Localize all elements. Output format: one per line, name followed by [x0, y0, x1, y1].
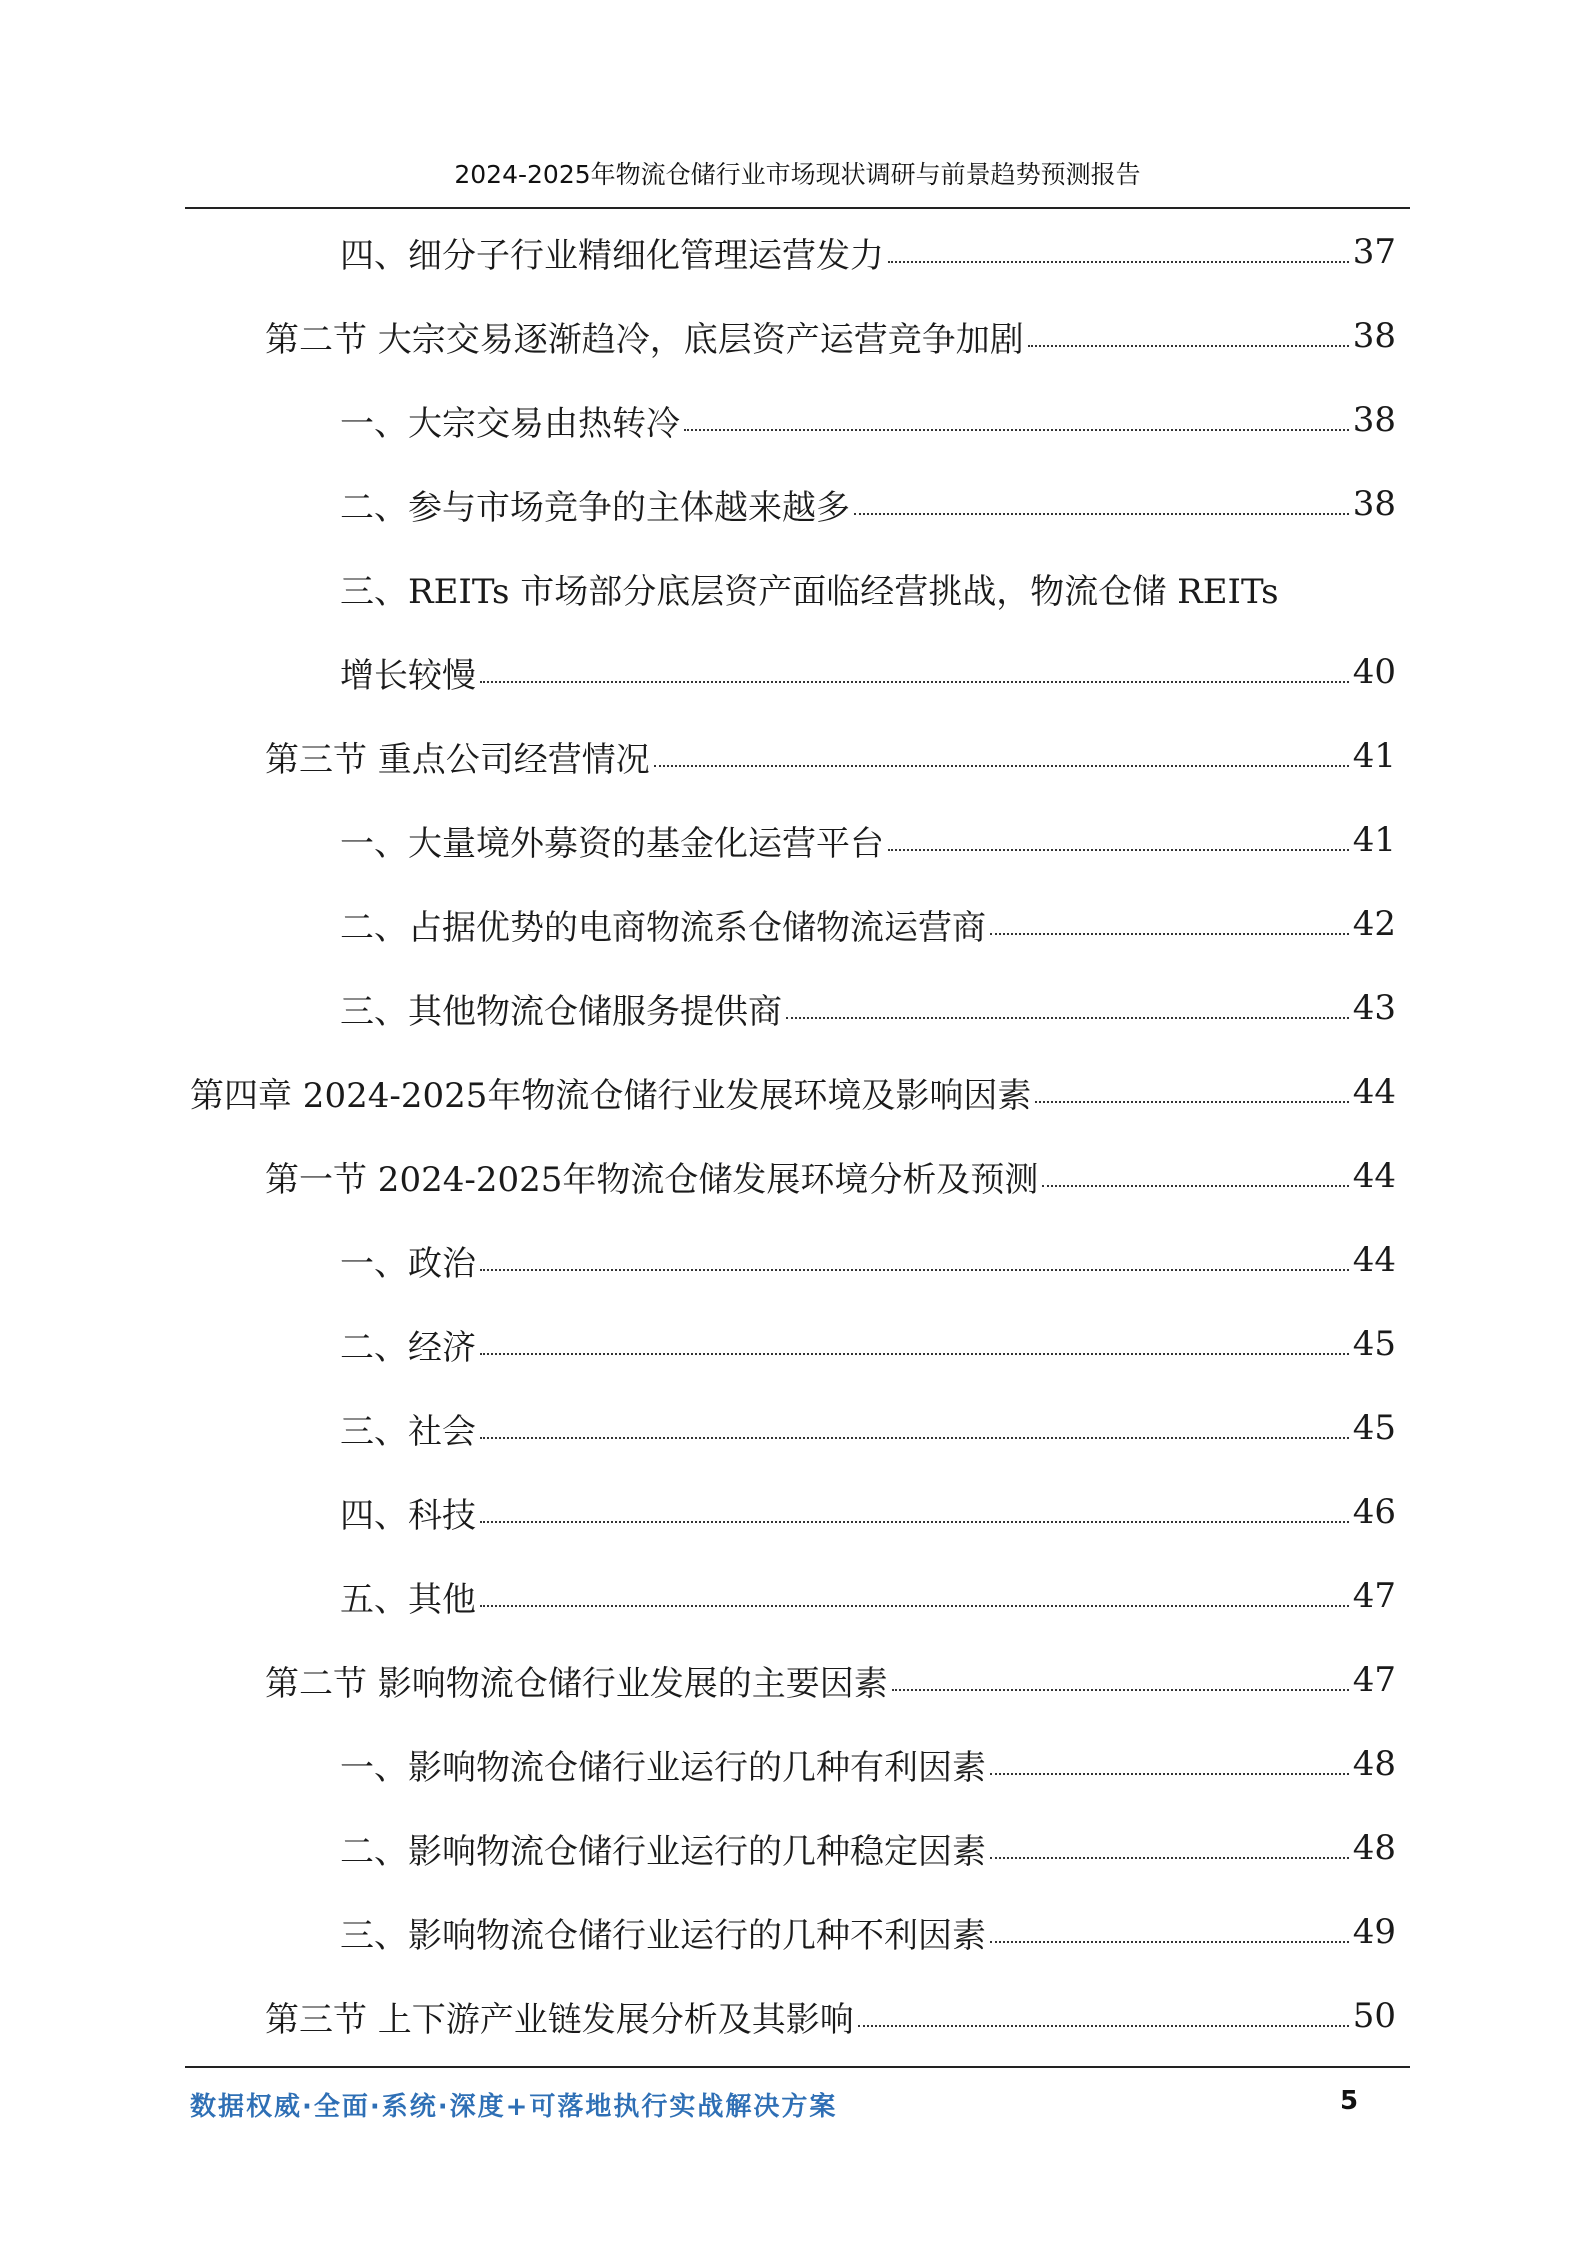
toc-leader — [480, 1435, 1349, 1439]
toc-entry-page: 43 — [1352, 988, 1396, 1028]
toc-entry[interactable] — [340, 1230, 1396, 1290]
toc-entry-title: 第三节 上下游产业链发展分析及其影响 — [265, 1999, 854, 2040]
toc-entry-title: 增长较慢 — [340, 655, 476, 696]
toc-entry[interactable] — [340, 894, 1396, 954]
toc-entry-title: 一、政治 — [340, 1243, 476, 1284]
toc-entry-title: 三、其他物流仓储服务提供商 — [340, 991, 782, 1032]
toc-leader — [480, 679, 1349, 683]
toc-entry[interactable] — [265, 1650, 1396, 1710]
toc-leader — [854, 511, 1349, 515]
toc-entry-page: 45 — [1352, 1324, 1396, 1364]
toc-leader — [654, 763, 1349, 767]
toc-leader — [888, 259, 1349, 263]
toc-entry-title: 二、占据优势的电商物流系仓储物流运营商 — [340, 907, 986, 948]
toc-entry-page: 38 — [1352, 400, 1396, 440]
toc-leader — [1042, 1183, 1348, 1187]
toc-entry[interactable] — [340, 222, 1396, 282]
toc-entry-page: 48 — [1352, 1828, 1396, 1868]
footer-page-number: 5 — [1340, 2086, 1359, 2116]
toc-entry-title: 一、大宗交易由热转冷 — [340, 403, 680, 444]
toc-entry[interactable] — [340, 1902, 1396, 1962]
toc-entry-title: 四、细分子行业精细化管理运营发力 — [340, 235, 884, 276]
toc-entry-title: 一、大量境外募资的基金化运营平台 — [340, 823, 884, 864]
toc-entry[interactable] — [340, 1818, 1396, 1878]
toc-entry-title: 三、影响物流仓储行业运行的几种不利因素 — [340, 1915, 986, 1956]
header-divider — [185, 207, 1410, 209]
toc-leader — [480, 1603, 1349, 1607]
toc-entry-title: 四、科技 — [340, 1495, 476, 1536]
toc-leader — [858, 2023, 1349, 2027]
footer-slogan: 数据权威·全面·系统·深度+可落地执行实战解决方案 — [190, 2092, 838, 2122]
toc-entry-page: 38 — [1352, 316, 1396, 356]
toc-entry[interactable] — [265, 306, 1396, 366]
toc-leader — [990, 931, 1349, 935]
toc-leader — [480, 1519, 1349, 1523]
toc-entry-page: 41 — [1352, 736, 1396, 776]
page-header-title: 2024-2025年物流仓储行业市场现状调研与前景趋势预测报告 — [454, 160, 1141, 189]
toc-entry-title: 第二节 大宗交易逐渐趋冷，底层资产运营竞争加剧 — [265, 319, 1024, 360]
toc-leader — [990, 1939, 1349, 1943]
toc-entry[interactable] — [340, 1734, 1396, 1794]
toc-leader — [480, 1267, 1349, 1271]
toc-entry[interactable] — [265, 1986, 1396, 2046]
toc-entry-title: 一、影响物流仓储行业运行的几种有利因素 — [340, 1747, 986, 1788]
toc-leader — [888, 847, 1349, 851]
toc-leader — [990, 1771, 1349, 1775]
toc-entry-title: 第三节 重点公司经营情况 — [265, 739, 650, 780]
toc-entry[interactable] — [340, 810, 1396, 870]
toc-entry-page: 47 — [1352, 1576, 1396, 1616]
footer-divider — [185, 2066, 1410, 2068]
toc-entry-page: 40 — [1352, 652, 1396, 692]
toc-entry-title: 三、社会 — [340, 1411, 476, 1452]
toc-entry-page: 37 — [1352, 232, 1396, 272]
toc-leader — [480, 1351, 1349, 1355]
toc-entry[interactable] — [265, 1146, 1396, 1206]
toc-entry[interactable] — [340, 1482, 1396, 1542]
toc-entry-page: 47 — [1352, 1660, 1396, 1700]
toc-leader — [1028, 343, 1349, 347]
toc-entry-title: 三、REITs 市场部分底层资产面临经营挑战，物流仓储 REITs — [340, 571, 1279, 612]
toc-entry-page: 44 — [1352, 1156, 1396, 1196]
toc-leader — [684, 427, 1349, 431]
toc-entry[interactable] — [265, 726, 1396, 786]
toc-entry[interactable] — [340, 978, 1396, 1038]
toc-entry-title: 第一节 2024-2025年物流仓储发展环境分析及预测 — [265, 1159, 1039, 1200]
toc-entry-page: 50 — [1352, 1996, 1396, 2036]
toc-leader — [892, 1687, 1349, 1691]
toc-entry-title: 五、其他 — [340, 1579, 476, 1620]
toc-entry-page: 38 — [1352, 484, 1396, 524]
toc-entry[interactable] — [340, 1314, 1396, 1374]
toc-entry-page: 45 — [1352, 1408, 1396, 1448]
toc-entry-page: 42 — [1352, 904, 1396, 944]
toc-entry[interactable] — [340, 390, 1396, 450]
toc-entry-page: 44 — [1352, 1240, 1396, 1280]
toc-entry[interactable] — [340, 1398, 1396, 1458]
toc-entry[interactable] — [340, 558, 1396, 618]
toc-leader — [1035, 1099, 1348, 1103]
toc-entry-page: 46 — [1352, 1492, 1396, 1532]
toc-entry-page: 49 — [1352, 1912, 1396, 1952]
toc-leader — [990, 1855, 1349, 1859]
toc-entry[interactable] — [340, 474, 1396, 534]
toc-entry-page: 48 — [1352, 1744, 1396, 1784]
toc-leader — [786, 1015, 1349, 1019]
toc-entry-title: 二、影响物流仓储行业运行的几种稳定因素 — [340, 1831, 986, 1872]
toc-entry-title: 二、经济 — [340, 1327, 476, 1368]
toc-entry-title: 二、参与市场竞争的主体越来越多 — [340, 487, 850, 528]
toc-entry[interactable] — [190, 1062, 1396, 1122]
toc-entry-page: 44 — [1352, 1072, 1396, 1112]
toc-entry[interactable] — [340, 1566, 1396, 1626]
toc-entry[interactable] — [340, 642, 1396, 702]
toc-entry-page: 41 — [1352, 820, 1396, 860]
toc-entry-title: 第四章 2024-2025年物流仓储行业发展环境及影响因素 — [190, 1075, 1032, 1116]
toc-entry-title: 第二节 影响物流仓储行业发展的主要因素 — [265, 1663, 888, 1704]
